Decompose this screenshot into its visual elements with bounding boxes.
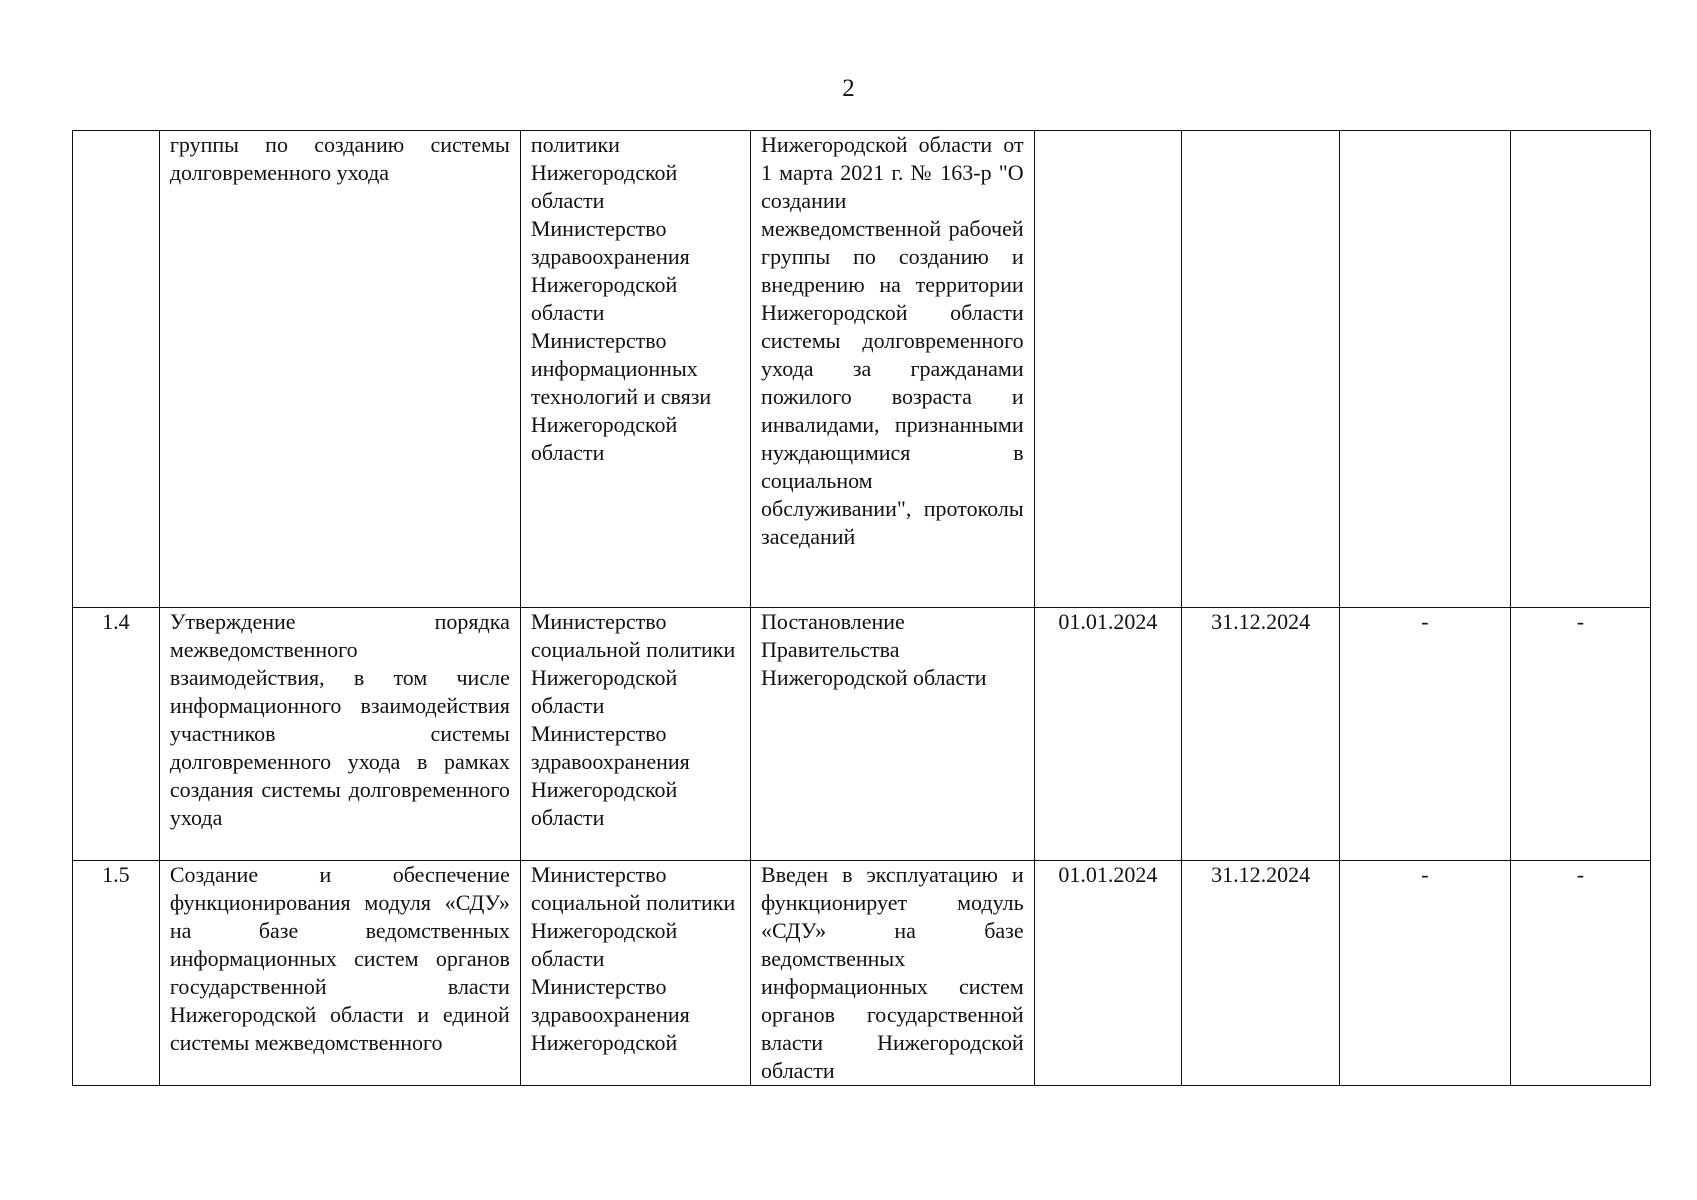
responsible-cell: Министерство социальной политики Нижегородской области Министерство здравоохранения Нижегородской [520, 861, 750, 1086]
table-row [73, 861, 1651, 1086]
measures-table [72, 130, 1651, 1086]
end-date-cell: 31.12.2024 [1182, 861, 1340, 1086]
column-7-cell [1340, 131, 1511, 608]
end-date-cell: 31.12.2024 [1182, 608, 1340, 861]
row-number: 1.5 [73, 861, 160, 1086]
column-7-cell: - [1340, 608, 1511, 861]
event-cell: Создание и обеспечение функционирования модуля «СДУ» на базе ведомственных информационных систем органов государственной власти Нижегородской области и единой системы межведомственного [159, 861, 520, 1086]
event-cell: группы по созданию системы долговременного ухода [159, 131, 520, 608]
table-row [73, 608, 1651, 861]
column-8-cell [1510, 131, 1650, 608]
responsible-cell: Министерство социальной политики Нижегородской области Министерство здравоохранения Нижегородской области [520, 608, 750, 861]
column-8-cell: - [1510, 608, 1650, 861]
responsible-cell: политики Нижегородской области Министерство здравоохранения Нижегородской области Министерство информационных технологий и связи Нижегородской области [520, 131, 750, 608]
row-number: 1.4 [73, 608, 160, 861]
start-date-cell [1034, 131, 1182, 608]
row-number [73, 131, 160, 608]
column-7-cell: - [1340, 861, 1511, 1086]
page-number: 2 [842, 75, 855, 102]
end-date-cell [1182, 131, 1340, 608]
result-cell: Нижегородской области от 1 марта 2021 г. № 163-р "О создании межведомственной рабочей группы по созданию и внедрению на территории Нижегородской области системы долговременного ухода за гражданами пожилого возраста и инвалидами, признанными нуждающимися в социальном обслуживании", протоколы заседаний [751, 131, 1035, 608]
table-row [73, 131, 1651, 608]
start-date-cell: 01.01.2024 [1034, 861, 1182, 1086]
result-cell: Постановление Правительства Нижегородской области [751, 608, 1035, 861]
result-cell: Введен в эксплуатацию и функционирует модуль «СДУ» на базе ведомственных информационных систем органов государственной власти Нижегородской области [751, 861, 1035, 1086]
start-date-cell: 01.01.2024 [1034, 608, 1182, 861]
column-8-cell: - [1510, 861, 1650, 1086]
event-cell: Утверждение порядка межведомственного взаимодействия, в том числе информационного взаимодействия участников системы долговременного ухода в рамках создания системы долговременного ухода [159, 608, 520, 861]
